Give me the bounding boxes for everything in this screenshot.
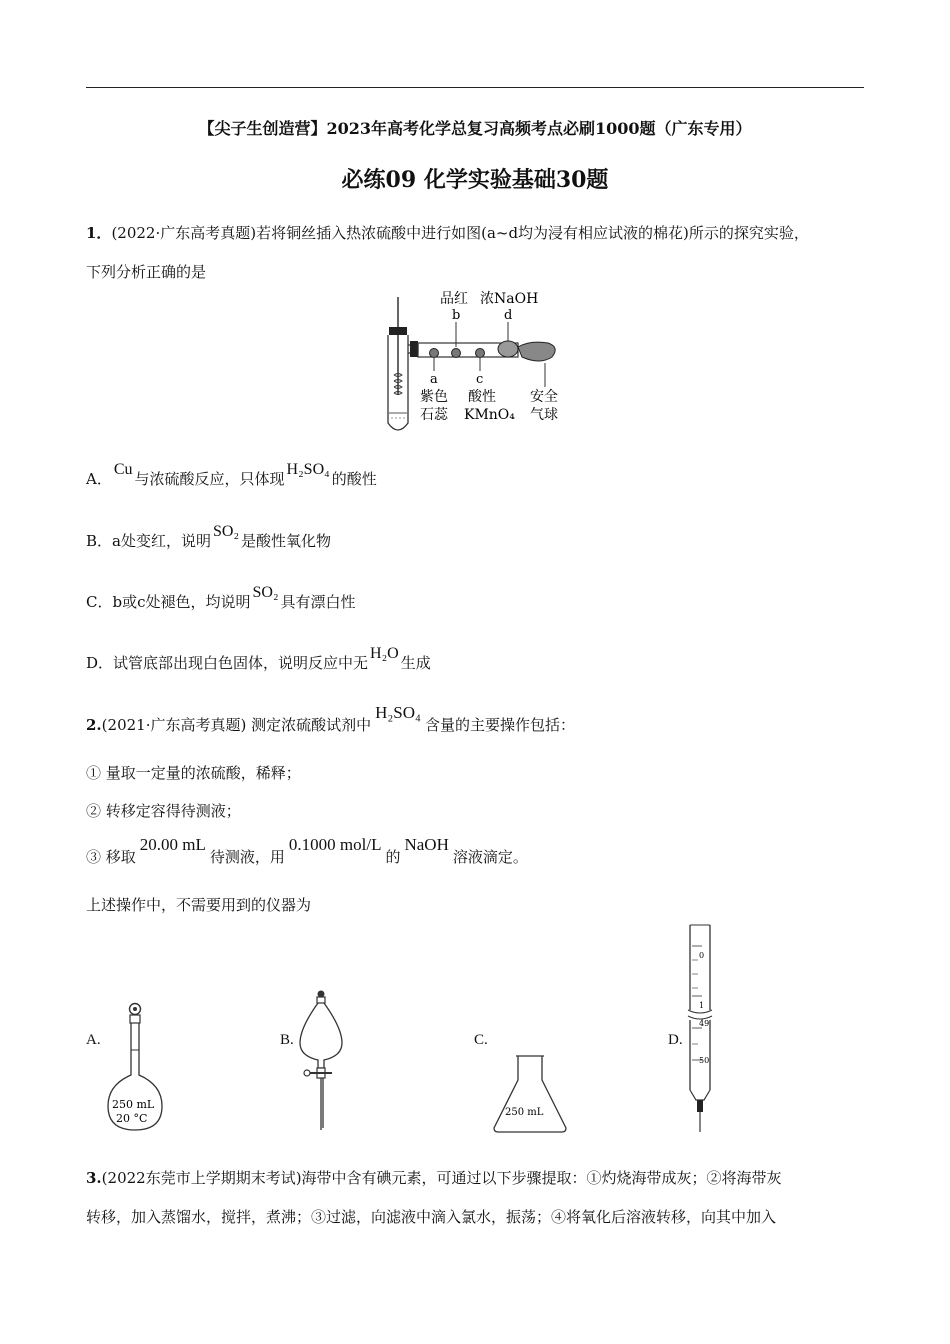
fig-label-c: c <box>476 372 484 387</box>
q2-step3-naoh: NaOH <box>404 835 449 854</box>
fig-label-suanxing: 酸性 <box>468 389 496 405</box>
q1-option-d-label: D． <box>86 654 114 672</box>
q2-option-b-label[interactable]: B. <box>280 1032 294 1048</box>
fig-label-anquan: 安全 <box>530 389 558 405</box>
q1-option-b-so2: SO₂ <box>212 523 240 540</box>
q1-option-c-text2: 具有漂白性 <box>280 593 356 611</box>
fig-safety-balloon <box>518 342 555 361</box>
q1-apparatus-figure <box>370 285 580 435</box>
burette-mark-50: 50 <box>699 1056 710 1065</box>
separatory-funnel-icon <box>290 988 360 1133</box>
q3-line1 <box>86 1167 782 1188</box>
fig-label-naoh: 浓NaOH <box>480 291 539 307</box>
q2-stem-pre: (2021·广东高考真题) 测定浓硫酸试剂中 <box>101 716 372 734</box>
q1-option-d[interactable] <box>86 645 431 673</box>
fig-cotton-d <box>498 341 518 357</box>
q1-option-d-text1: 试管底部出现白色固体，说明反应中无 <box>113 654 369 672</box>
flask-label-volume: 250 mL <box>112 1098 155 1111</box>
burette-mark-49: 49 <box>699 1019 710 1028</box>
q1-option-c[interactable] <box>86 584 356 612</box>
burette-icon <box>682 920 726 1135</box>
q1-option-b-text1: a处变红，说明 <box>112 532 211 550</box>
q1-option-a[interactable] <box>86 461 377 489</box>
q1-option-b-label: B． <box>86 532 113 550</box>
q2-step3-end: 溶液滴定。 <box>452 848 528 866</box>
q1-option-b[interactable] <box>86 523 332 551</box>
q2-step3-pre: ③ 移取 <box>86 848 136 866</box>
q2-stem-h2so4: H₂SO₄ <box>375 703 421 722</box>
q2-option-a-label[interactable]: A. <box>86 1032 101 1048</box>
fig-label-d: d <box>504 308 513 323</box>
q2-option-c-label[interactable]: C. <box>474 1032 488 1048</box>
q2-step3-de: 的 <box>385 848 401 866</box>
q1-option-a-text: 与浓硫酸反应，只体现 <box>134 470 285 488</box>
q1-option-a-end: 的酸性 <box>331 470 377 488</box>
q1-option-c-label: C． <box>86 593 113 611</box>
q1-option-c-so2: SO₂ <box>252 584 279 601</box>
burette-mark-1: 1 <box>699 1001 705 1010</box>
fig-stopper <box>389 327 407 335</box>
q3-line1-text: (2022东莞市上学期期末考试)海带中含有碘元素，可通过以下步骤提取：①灼烧海带成灰；②将海带灰 <box>101 1169 782 1187</box>
fig-label-shirui: 石蕊 <box>420 407 448 423</box>
header-rule <box>86 87 864 88</box>
erlen-label-volume: 250 mL <box>505 1107 544 1118</box>
flask-label-temp: 20 °C <box>116 1112 148 1125</box>
q2-stem-post: 含量的主要操作包括： <box>424 716 575 734</box>
q1-stem-line1 <box>86 222 809 243</box>
q1-option-a-cu: Cu <box>113 461 133 478</box>
fig-label-kmno4: KMnO₄ <box>464 407 515 423</box>
fig-label-ziise: 紫色 <box>420 389 448 405</box>
q1-option-d-h2o: H₂O <box>370 645 399 662</box>
fig-label-b: b <box>452 308 461 323</box>
q1-option-a-h2so4: H₂SO₄ <box>286 461 330 478</box>
page-title: 必练09 化学实验基础30题 <box>341 167 609 193</box>
fig-cotton-a <box>430 349 439 358</box>
header-line: 【尖子生创造营】2023年高考化学总复习高频考点必刷1000题（广东专用） <box>198 119 752 138</box>
fig-label-qiqiu: 气球 <box>530 407 558 423</box>
fig-label-pinhong: 品红 <box>440 291 468 307</box>
fig-label-a: a <box>430 372 438 387</box>
q1-option-b-text2: 是酸性氧化物 <box>241 532 332 550</box>
q1-number: 1． <box>86 224 112 242</box>
q2-question: 上述操作中，不需要用到的仪器为 <box>86 896 312 914</box>
q1-option-c-text1: b或c处褪色，均说明 <box>112 593 251 611</box>
burette-mark-0: 0 <box>699 951 705 960</box>
q2-step3-volume: 20.00 mL <box>139 835 206 854</box>
q2-step2: ② 转移定容得待测液； <box>86 802 241 820</box>
q1-stem-line2: 下列分析正确的是 <box>86 263 207 281</box>
q2-stem <box>86 703 575 735</box>
q1-option-d-text2: 生成 <box>400 654 431 672</box>
q3-line2: 转移，加入蒸馏水，搅拌，煮沸；③过滤，向滤液中滴入氯水，振荡；④将氧化后溶液转移，向其中加入 <box>86 1208 777 1226</box>
q2-number: 2. <box>86 716 102 734</box>
q2-step1: ① 量取一定量的浓硫酸，稀释； <box>86 764 301 782</box>
q1-stem-text: (2022·广东高考真题)若将铜丝插入热浓硫酸中进行如图(a~d均为浸有相应试液的棉花)所示的探究实验， <box>111 224 809 242</box>
q3-number: 3. <box>86 1169 102 1187</box>
q1-option-a-label: A． <box>86 470 112 488</box>
q2-step3-mid: 待测液，用 <box>209 848 285 866</box>
fig-cotton-c <box>476 349 485 358</box>
q2-step3 <box>86 835 528 867</box>
q2-option-d-label[interactable]: D. <box>668 1032 683 1048</box>
fig-cotton-b <box>452 349 461 358</box>
erlenmeyer-flask-icon <box>490 1052 570 1134</box>
q2-step3-conc: 0.1000 mol/L <box>288 835 382 854</box>
volumetric-flask-icon <box>100 1000 172 1135</box>
